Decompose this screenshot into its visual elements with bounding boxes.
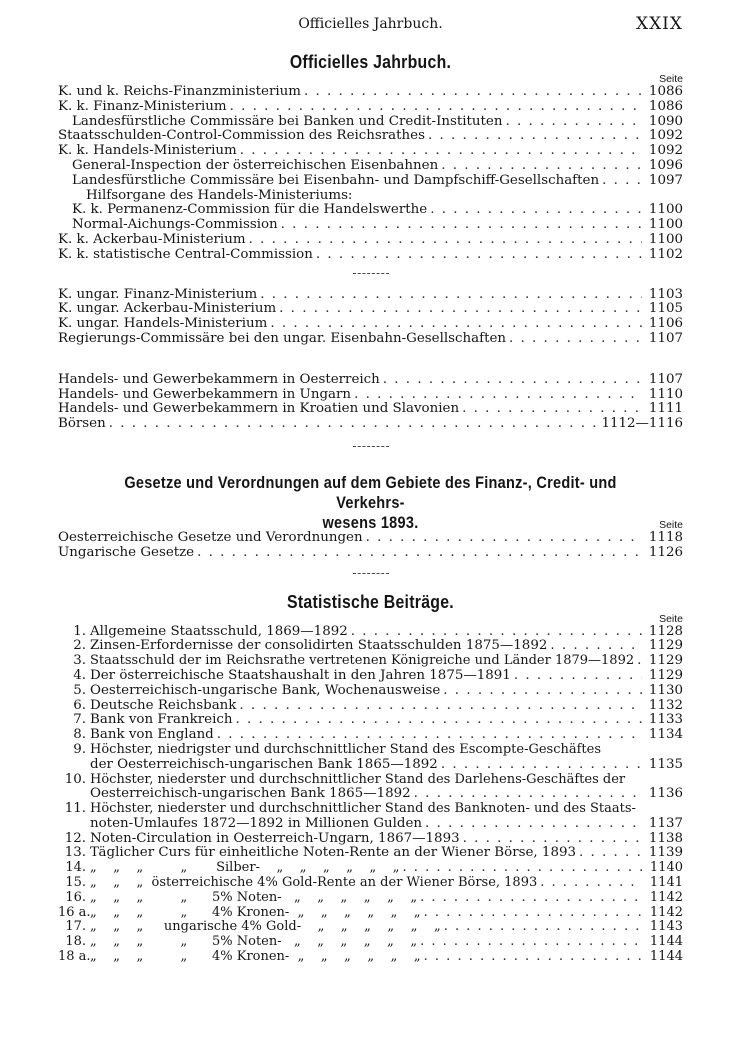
toc-entry: K. und k. Reichs-Finanzministerium . . . 1086: [58, 85, 683, 100]
toc-block-statistics: [58, 625, 683, 965]
toc-entry: Handels- und Gewerbekammern in Kroatien und Slavonien . . . 1111: [58, 402, 683, 417]
toc-block-hungarian-ministries: [58, 288, 683, 347]
toc-block-chambers: [58, 373, 683, 432]
toc-entry: 18. „ „ „ „ 5% Noten- „ „ „ „ „ „ . . . 1144: [58, 935, 683, 950]
document-page: [58, 14, 683, 965]
toc-entry: 11. Höchster, niederster und durchschnittlicher Stand des Banknoten- und des Staats-: [64, 802, 636, 817]
toc-entry: Börsen . . . 1112—1116: [58, 417, 683, 432]
section-title-line: wesens 1893.: [322, 513, 419, 532]
toc-entry: der Oesterreichisch-ungarischen Bank 1865—1892 . . . 1135: [58, 758, 683, 773]
section-title-line: Gesetze und Verordnungen auf dem Gebiete des Finanz-, Credit- und Verkehrs-: [124, 473, 617, 512]
toc-entry: Handels- und Gewerbekammern in Ungarn . . . 1110: [58, 388, 683, 403]
toc-entry: 8. Bank von England . . . 1134: [58, 728, 683, 743]
toc-entry: Oesterreichische Gesetze und Verordnungen . . . 1118: [58, 531, 683, 546]
section-divider: [353, 573, 389, 574]
toc-entry: 1. Allgemeine Staatsschuld, 1869—1892 . . . 1128: [58, 625, 683, 640]
toc-entry: Hilfsorgane des Handels-Ministeriums:: [86, 188, 353, 203]
toc-entry: 9. Höchster, niedrigster und durchschnittlicher Stand des Escompte-Geschäftes: [73, 742, 602, 757]
toc-block-ministries: [58, 85, 683, 263]
section-title-statistische-beitraege: Statistische Beiträge.: [287, 591, 454, 612]
toc-entry: Handels- und Gewerbekammern in Oesterreich . . . 1107: [58, 373, 683, 388]
seite-label: Seite: [659, 612, 683, 625]
section-title-officielles-jahrbuch: Officielles Jahrbuch.: [289, 52, 452, 72]
running-title: Officielles Jahrbuch.: [298, 16, 443, 32]
toc-entry: Staatsschulden-Control-Commission des Reichsrathes . . . 1092: [58, 129, 683, 144]
toc-entry: 10. Höchster, niederster und durchschnittlicher Stand des Darlehens-Geschäftes der: [64, 772, 626, 787]
toc-entry: General-Inspection der österreichischen Eisenbahnen . . . 1096: [58, 159, 683, 174]
toc-entry: 16 a. „ „ „ „ 4% Kronen- „ „ „ „ „ „ . . . 1142: [58, 906, 683, 921]
toc-entry: Normal-Aichungs-Commission . . . 1100: [58, 218, 683, 233]
toc-entry: 17. „ „ „ ungarische 4% Gold- „ „ „ „ „ „ . . . 1143: [58, 920, 683, 935]
toc-entry: K. ungar. Handels-Ministerium . . . 1106: [58, 317, 683, 332]
toc-entry: noten-Umlaufes 1872—1892 in Millionen Gulden . . . 1137: [58, 817, 683, 832]
section-divider: [353, 446, 389, 447]
toc-block-laws: [58, 531, 683, 561]
running-header: [58, 14, 683, 38]
toc-entry: Landesfürstliche Commissäre bei Eisenbahn- und Dampfschiff-Gesellschaften . . . 1097: [58, 174, 683, 189]
section-divider: [353, 273, 389, 274]
toc-entry: 12. Noten-Circulation in Oesterreich-Ungarn, 1867—1893 . . . 1138: [58, 832, 683, 847]
toc-entry: K. k. Handels-Ministerium . . . 1092: [58, 144, 683, 159]
toc-entry: Landesfürstliche Commissäre bei Banken und Credit-Instituten . . . 1090: [58, 115, 683, 130]
toc-entry: 14. „ „ „ „ Silber- „ „ „ „ „ „ . . . 1140: [58, 861, 683, 876]
seite-label: Seite: [659, 73, 683, 85]
toc-entry: K. k. Finanz-Ministerium . . . 1086: [58, 100, 683, 115]
toc-entry: K. k. statistische Central-Commission . . . 1102: [58, 248, 683, 263]
toc-entry: 7. Bank von Frankreich . . . 1133: [58, 713, 683, 728]
page-number: XXIX: [635, 14, 683, 34]
toc-entry: Oesterreichisch-ungarischen Bank 1865—1892 . . . 1136: [58, 787, 683, 802]
toc-entry: Regierungs-Commissäre bei den ungar. Eisenbahn-Gesellschaften . . . 1107: [58, 332, 683, 347]
toc-entry: 16. „ „ „ „ 5% Noten- „ „ „ „ „ „ . . . 1142: [58, 891, 683, 906]
toc-entry: K. k. Permanenz-Commission für die Handelswerthe . . . 1100: [58, 203, 683, 218]
toc-entry: 4. Der österreichische Staatshaushalt in den Jahren 1875—1891 . . . 1129: [58, 669, 683, 684]
toc-entry: Ungarische Gesetze . . . 1126: [58, 546, 683, 561]
toc-entry: 15. „ „ „ österreichische 4% Gold-Rente an der Wiener Börse, 1893 . . . 1141: [58, 876, 683, 891]
toc-entry: 13. Täglicher Curs für einheitliche Noten-Rente an der Wiener Börse, 1893 . . . 1139: [58, 846, 683, 861]
section-title-gesetze: [96, 473, 646, 533]
toc-entry: 18 a. „ „ „ „ 4% Kronen- „ „ „ „ „ „ . . . 1144: [58, 950, 683, 965]
toc-entry: 2. Zinsen-Erfordernisse der consolidirten Staatsschulden 1875—1892 . . . 1129: [58, 639, 683, 654]
toc-entry: K. k. Ackerbau-Ministerium . . . 1100: [58, 233, 683, 248]
toc-entry: 6. Deutsche Reichsbank . . . 1132: [58, 699, 683, 714]
toc-entry: K. ungar. Finanz-Ministerium . . . 1103: [58, 288, 683, 303]
seite-label: Seite: [659, 518, 683, 531]
toc-entry: 3. Staatsschuld der im Reichsrathe vertretenen Königreiche und Länder 1879—1892 . . . 1129: [58, 654, 683, 669]
toc-entry: K. ungar. Ackerbau-Ministerium . . . 1105: [58, 302, 683, 317]
toc-entry: 5. Oesterreichisch-ungarische Bank, Wochenausweise . . . 1130: [58, 684, 683, 699]
